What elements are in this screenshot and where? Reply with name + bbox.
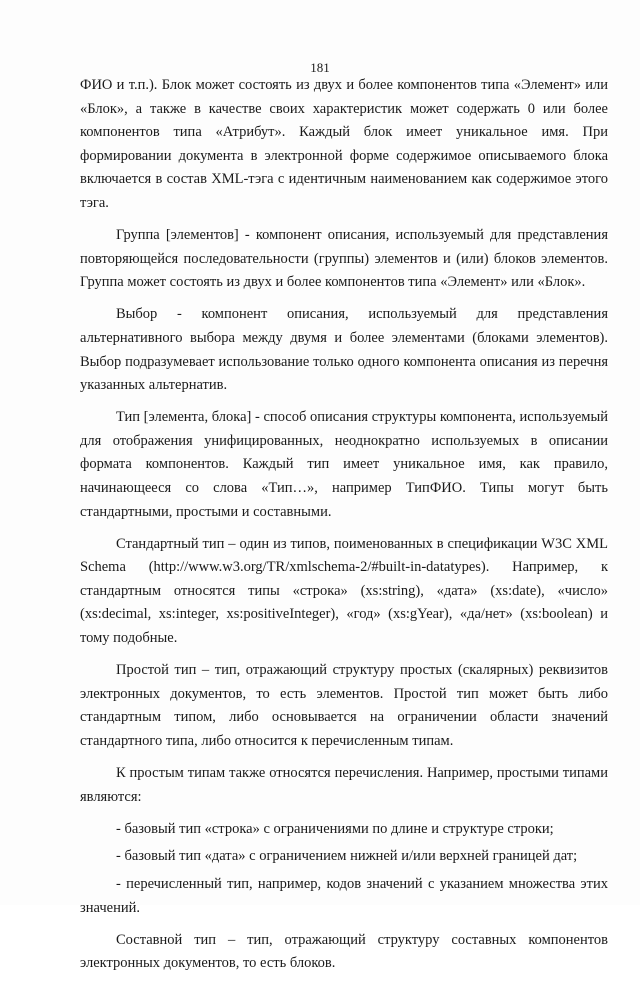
list-item-enumerated-type: - перечисленный тип, например, кодов значений с указанием множества этих значений. xyxy=(80,875,608,916)
paragraph-standard-type: Стандартный тип – один из типов, поименованных в спецификации W3C XML Schema (http://www.w3.org/TR/xmlschema-2/#built-in-datatypes). Например, к стандартным относятся типы «строка» (xs:string), «дата» (xs:date), «число» (xs:decimal, xs:integer, xs:positiveInteger), «год» (xs:gYear), «да/нет» (xs:boolean) и тому подобные. xyxy=(80,535,608,647)
paragraph-block-continuation: ФИО и т.п.). Блок может состоять из двух и более компонентов типа «Элемент» или «Блок», а также в качестве своих характеристик может содержать 0 или более компонентов типа «Атрибут». Каждый блок имеет уникальное имя. При формировании документа в электронной форме содержимое описываемого блока включается в состав XML-тэга с идентичным наименованием как содержимое этого тэга. xyxy=(80,77,608,211)
paragraph-simple-type: Простой тип – тип, отражающий структуру простых (скалярных) реквизитов электронных документов, то есть элементов. Простой тип может быть либо стандартным типом, либо основывается на ограничении области значений стандартного типа, либо относится к перечисленным типам. xyxy=(80,662,608,749)
document-body xyxy=(80,74,608,984)
paragraph-composite-type: Составной тип – тип, отражающий структуру составных компонентов электронных документов, то есть блоков. xyxy=(80,931,608,972)
paragraph-choice-definition: Выбор - компонент описания, используемый для представления альтернативного выбора между двумя и более элементами (блоками элементов). Выбор подразумевает использование только одного компонента описания из перечня указанных альтернатив. xyxy=(80,306,608,394)
page-number: 181 xyxy=(310,60,330,75)
list-item-date-type: - базовый тип «дата» с ограничением нижней и/или верхней границей дат; xyxy=(116,848,578,865)
paragraph-type-definition: Тип [элемента, блока] - способ описания структуры компонента, используемый для отображения унифицированных, неоднократно используемых в описании формата компонентов. Каждый тип имеет уникальное имя, как правило, начинающееся со слова «Тип…», например ТипФИО. Типы могут быть стандартными, простыми и составными. xyxy=(80,409,608,520)
list-item-string-type: - базовый тип «строка» с ограничениями по длине и структуре строки; xyxy=(116,820,554,837)
paragraph-enumerations: К простым типам также относятся перечисления. Например, простыми типами являются: xyxy=(80,765,608,805)
paragraph-group-definition: Группа [элементов] - компонент описания, используемый для представления повторяющейся последовательности (группы) элементов и (или) блоков элементов. Группа может состоять из двух и более компонентов типа «Элемент» или «Блок». xyxy=(80,227,608,291)
